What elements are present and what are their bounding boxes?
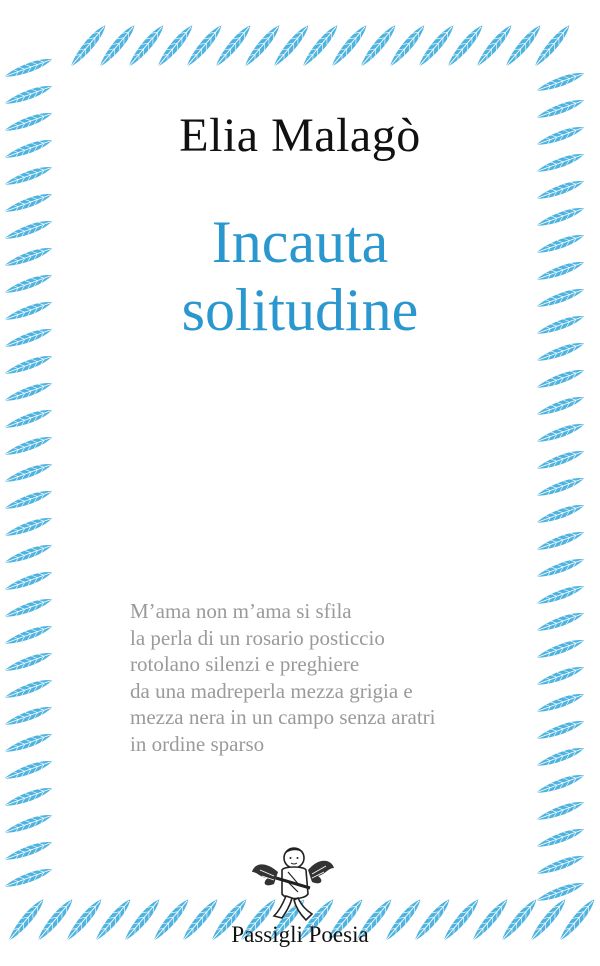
poem-line: mezza nera in un campo senza aratri	[130, 705, 436, 729]
feather-leaf-icon	[3, 811, 54, 837]
feather-leaf-icon	[535, 690, 586, 716]
feather-leaf-icon	[535, 663, 586, 689]
feather-leaf-icon	[3, 757, 54, 783]
feather-leaf-icon	[3, 838, 54, 864]
poem-line: da una madreperla mezza grigia e	[130, 678, 413, 703]
feather-leaf-icon	[3, 676, 54, 702]
feather-leaf-icon	[3, 163, 54, 189]
feather-leaf-icon	[3, 865, 54, 891]
poem-line: in ordine sparso	[130, 731, 265, 756]
poem-line: M’ama non m’ama si sfila	[130, 599, 352, 623]
feather-leaf-icon	[3, 622, 54, 648]
feather-leaf-icon	[3, 55, 54, 81]
feather-leaf-icon	[535, 528, 586, 554]
feather-leaf-icon	[3, 649, 54, 675]
feather-leaf-icon	[3, 487, 54, 513]
feather-leaf-icon	[535, 177, 586, 203]
feather-leaf-icon	[535, 879, 586, 905]
poem-excerpt	[130, 598, 530, 757]
feather-leaf-icon	[535, 636, 586, 662]
feather-leaf-icon	[535, 798, 586, 824]
feather-leaf-icon	[3, 82, 54, 108]
title-line: solitudine	[181, 277, 419, 343]
feather-leaf-icon	[3, 406, 54, 432]
publisher-name: Passigli Poesia	[231, 922, 369, 947]
feather-leaf-icon	[535, 501, 586, 527]
feather-leaf-icon	[3, 595, 54, 621]
feather-leaf-icon	[3, 514, 54, 540]
feather-leaf-icon	[3, 379, 54, 405]
feather-leaf-icon	[3, 730, 54, 756]
feather-leaf-icon	[3, 433, 54, 459]
feather-leaf-icon	[535, 609, 586, 635]
cherub-angel-icon	[248, 838, 338, 926]
poem-line: la perla di un rosario posticcio	[130, 625, 385, 650]
title-line: Incauta	[211, 209, 389, 275]
poem-line: rotolano silenzi e preghiere	[130, 652, 360, 676]
feather-leaf-icon	[3, 541, 54, 567]
feather-leaf-icon	[535, 744, 586, 770]
feather-leaf-icon	[535, 69, 586, 95]
book-title	[0, 208, 600, 344]
feather-leaf-icon	[535, 852, 586, 878]
feather-leaf-icon	[3, 703, 54, 729]
feather-leaf-icon	[535, 393, 586, 419]
feather-leaf-icon	[3, 352, 54, 378]
feather-leaf-icon	[535, 420, 586, 446]
feather-leaf-icon	[3, 460, 54, 486]
feather-leaf-icon	[535, 582, 586, 608]
feather-leaf-icon	[535, 771, 586, 797]
feather-leaf-icon	[535, 717, 586, 743]
author-name: Elia Malagò	[179, 109, 421, 162]
feather-leaf-icon	[535, 555, 586, 581]
feather-leaf-icon	[3, 784, 54, 810]
feather-leaf-icon	[535, 474, 586, 500]
feather-leaf-icon	[535, 825, 586, 851]
feather-leaf-icon	[535, 366, 586, 392]
feather-leaf-icon	[535, 447, 586, 473]
feather-leaf-icon	[3, 568, 54, 594]
